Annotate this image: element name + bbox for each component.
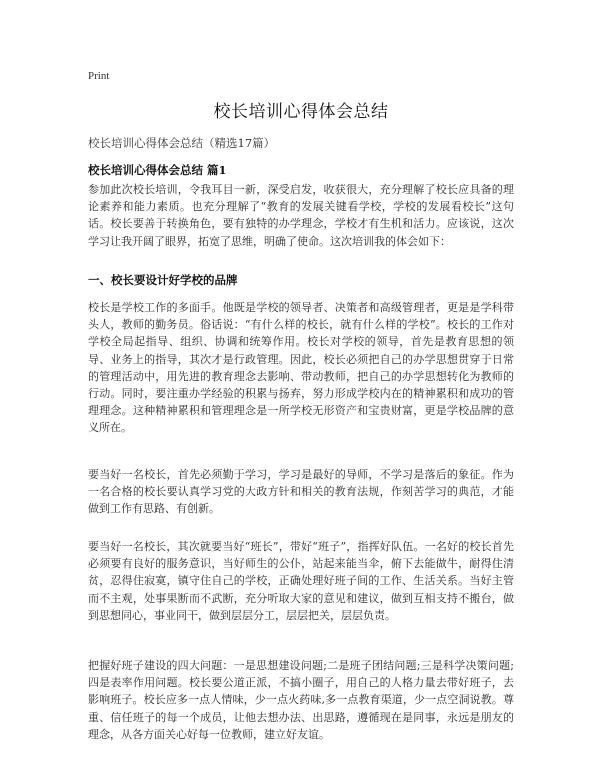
paragraph-1: 校长是学校工作的多面手。他既是学校的领导者、决策者和高级管理者，更是是学科带头人，教师的勤务员。俗话说：“有什么样的校长，就有什么样的学校”。校长的工作对学校全局起指导、组织、协调和统筹作用。校长对学校的领导，首先是教育思想的领导、业务上的指导，其次才是行政管理。因此，校长必须把自己的办学思想贯穿于日常的管理活动中，用先进的教育理念去影响、带动教师，把自己的办学思想转化为教师的行动。同时，要注重办学经验的积累与扬弃，努力形成学校内在的精神累积和成功的管理理念。这种精神累积和管理理念是一所学校无形资产和宝贵财富，更是学校品牌的意义所在。 xyxy=(88,301,514,435)
document-title: 校长培训心得体会总结 xyxy=(213,102,389,122)
paragraph-4: 把握好班子建设的四大问题：一是思想建设问题;二是班子团结问题;三是科学决策问题;四是表率作用问题。校长要公道正派，不搞小圈子，用自己的人格力量去带好班子，去影响班子。校长应多一点人情味，少一点火药味,多一点教育渠道，少一点空洞说教。尊重、信任班子的每一个成员，让他去想办法、出思路，遵循现在是同事，永远是朋友的理念，从各方面关心好每一位教师，建立好友谊。 xyxy=(88,659,514,741)
paragraph-3: 要当好一名校长，其次就要当好“班长”，带好“班子”，指挥好队伍。一名好的校长首先必须要有良好的服务意识，当好师生的公仆，站起来能当伞，俯下去能做牛，耐得住清贫，忍得住寂寞，镇守住自己的学校，正确处理好班子间的工作、生活关系。当好主管而不主观，处事果断而不武断，充分听取大家的意见和建议，做到互相支持不搬台，做到思想同心，事业同干，做到层层分工，层层把关，层层负责。 xyxy=(88,540,514,622)
intro-paragraph: 参加此次校长培训，令我耳目一新，深受启发，收获很大，充分理解了校长应具备的理论素养和能力素质。也充分理解了“教育的发展关键看学校，学校的发展看校长”这句话。校长要善于转换角色，要有独特的办学理念，学校才有生机和活力。应该说，这次学习让我开阔了眼界，拓宽了思维，明确了使命。这次培训我的体会如下： xyxy=(88,183,514,248)
paragraph-2: 要当好一名校长，首先必须勤于学习，学习是最好的导师，不学习是落后的象征。作为一名合格的校长要认真学习党的大政方针和相关的教育法规，作刻苦学习的典范，才能做到工作有思路、有创新。 xyxy=(88,468,514,516)
section-heading: 校长培训心得体会总结 篇1 xyxy=(88,163,227,177)
subheading-brand: 一、校长要设计好学校的品牌 xyxy=(88,273,238,287)
print-link[interactable]: Print xyxy=(88,70,110,82)
document-subtitle: 校长培训心得体会总结（精选17篇） xyxy=(88,136,276,150)
